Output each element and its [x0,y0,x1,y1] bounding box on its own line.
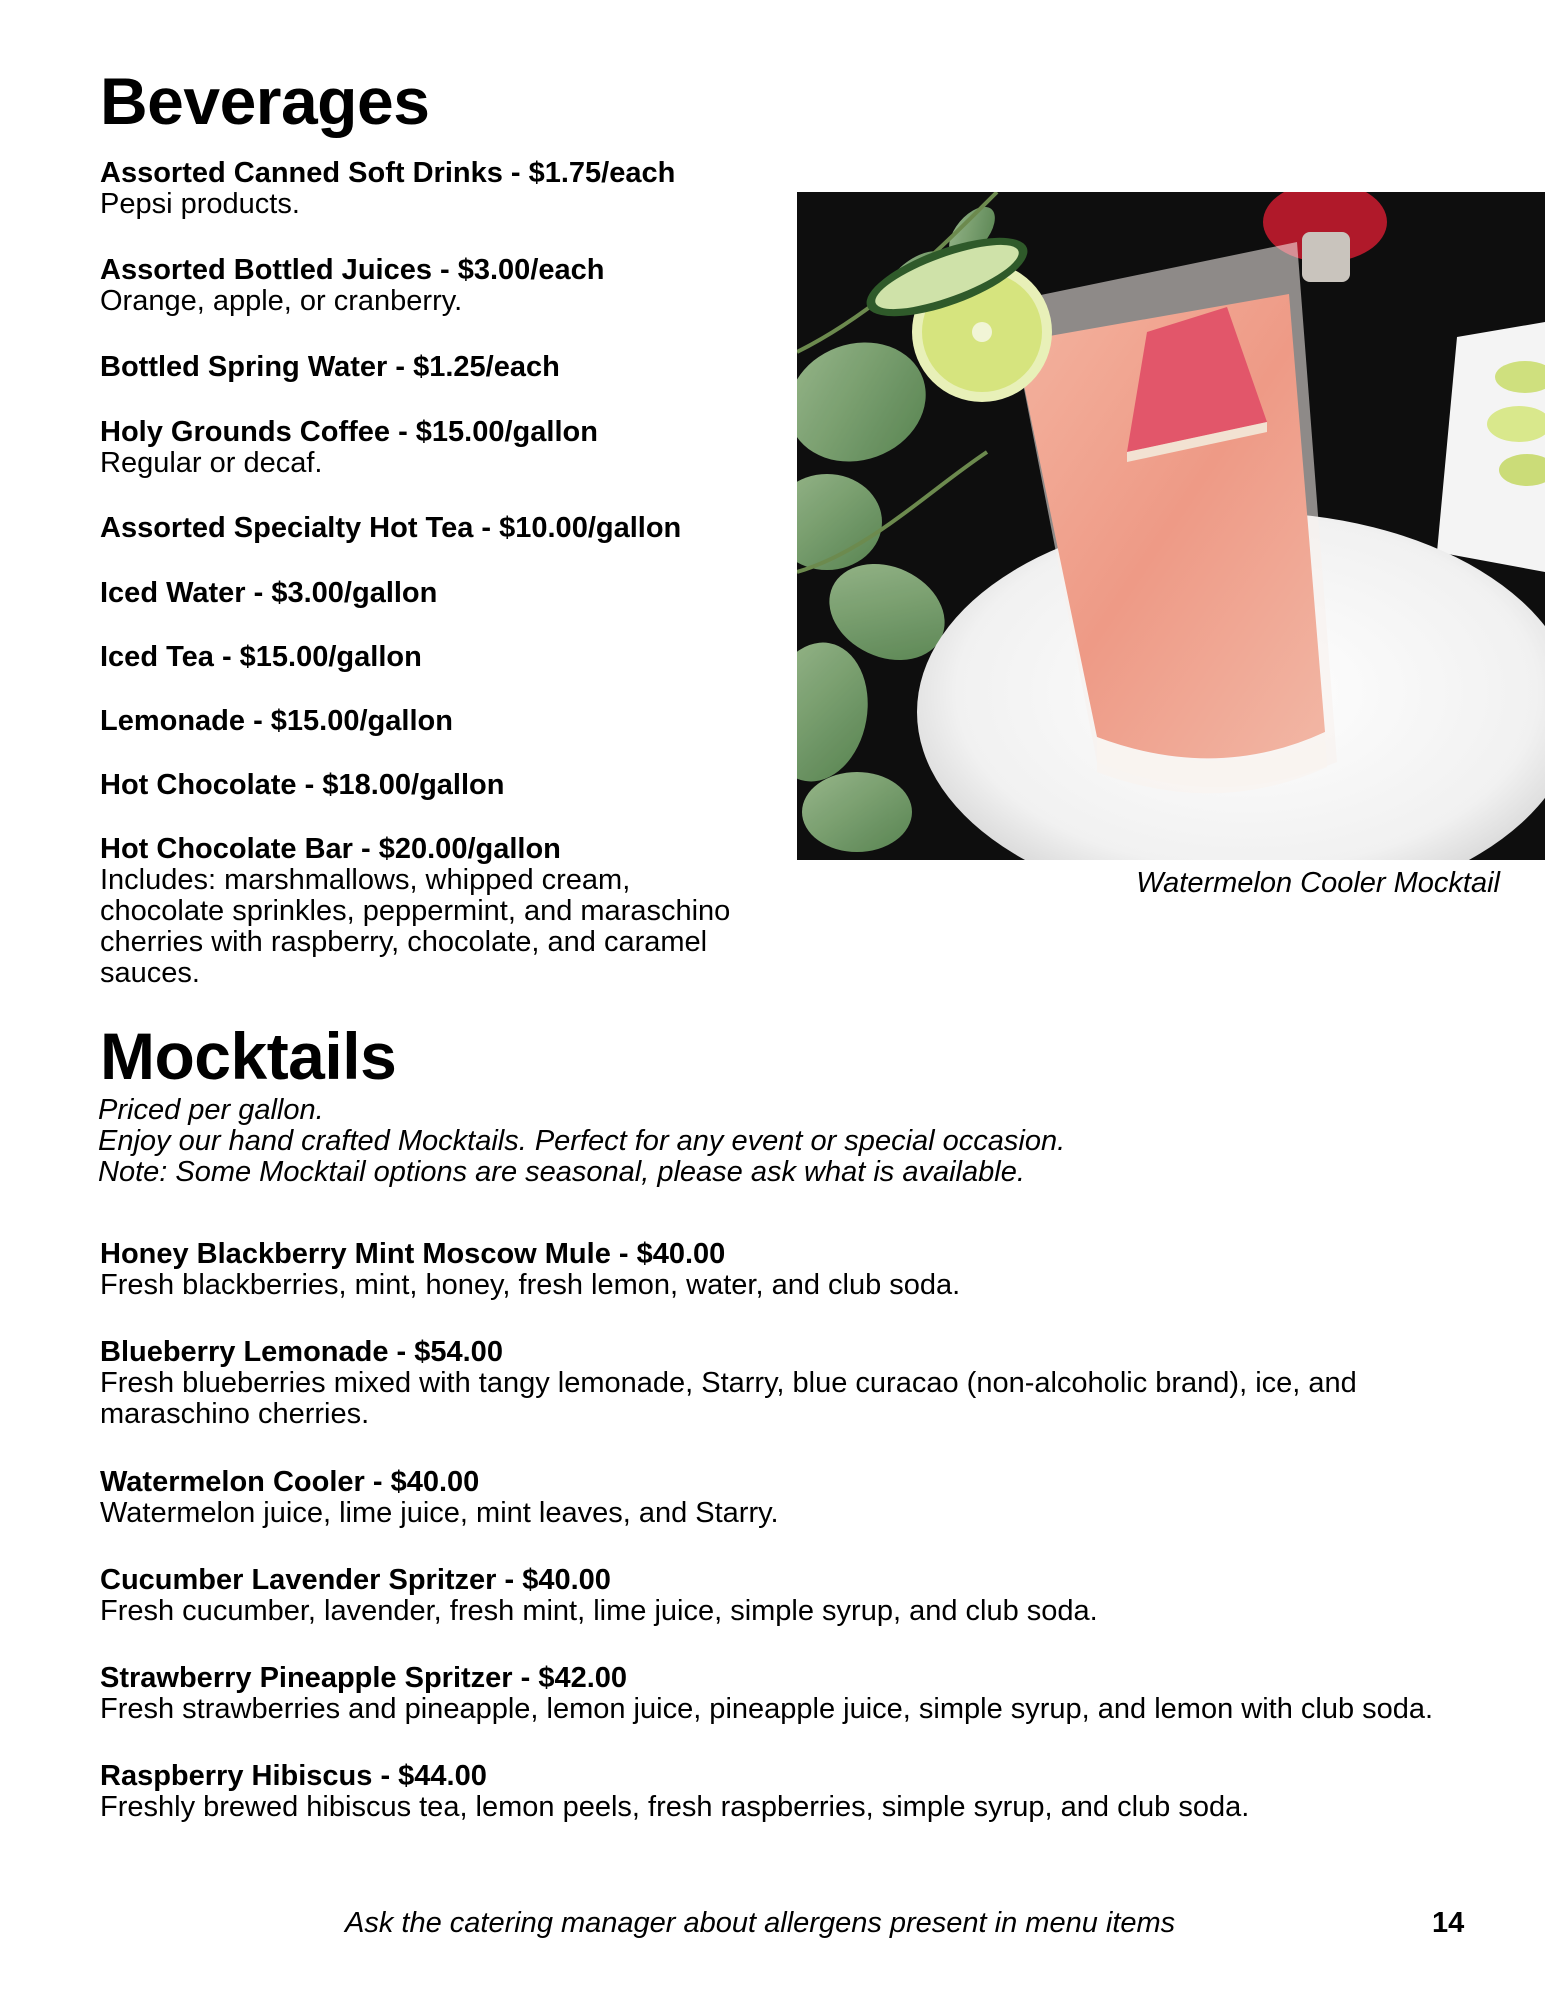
mocktail-desc-line: Fresh cucumber, lavender, fresh mint, lime juice, simple syrup, and club soda. [100,1595,1098,1627]
intro-line: Note: Some Mocktail options are seasonal, please ask what is available. [98,1156,1025,1188]
beverage-item [100,351,560,383]
beverage-item [100,416,598,479]
mocktail-desc-line: Fresh strawberries and pineapple, lemon juice, pineapple juice, simple syrup, and lemon with club soda. [100,1693,1434,1725]
beverage-desc: Pepsi products. [100,188,300,220]
mocktail-desc-line: maraschino cherries. [100,1398,370,1430]
beverage-item [100,577,437,609]
beverage-title: Lemonade - $15.00/gallon [100,705,453,737]
beverage-desc: Orange, apple, or cranberry. [100,285,463,317]
beverage-title: Assorted Canned Soft Drinks - $1.75/each [100,157,676,189]
mocktail-title: Cucumber Lavender Spritzer - $40.00 [100,1564,611,1596]
mocktail-item [100,1662,1433,1725]
mocktail-title: Blueberry Lemonade - $54.00 [100,1336,503,1368]
mocktail-title: Strawberry Pineapple Spritzer - $42.00 [100,1662,628,1694]
beverage-item [100,157,675,220]
mocktail-desc-line: Fresh blueberries mixed with tangy lemonade, Starry, blue curacao (non-alcoholic brand), ice, and [100,1367,1357,1399]
mocktails-intro [98,1095,1065,1188]
mocktail-item [100,1336,1357,1430]
mocktail-desc-line: Freshly brewed hibiscus tea, lemon peels, fresh raspberries, simple syrup, and club soda. [100,1791,1250,1823]
beverages-heading: Beverages [100,64,430,138]
beverage-title: Hot Chocolate Bar - $20.00/gallon [100,833,561,865]
beverage-desc: Regular or decaf. [100,447,323,479]
beverage-item [100,512,681,544]
beverage-title: Assorted Specialty Hot Tea - $10.00/gallon [100,512,682,544]
beverage-item [100,769,504,801]
beverage-item [100,833,730,989]
beverage-item [100,641,422,673]
mocktail-title: Honey Blackberry Mint Moscow Mule - $40.00 [100,1238,726,1270]
beverage-item [100,254,604,317]
beverage-title: Iced Water - $3.00/gallon [100,577,438,609]
allergen-note: Ask the catering manager about allergens present in menu items [345,1907,1176,1939]
beverage-item [100,705,453,737]
beverage-desc-line: cherries with raspberry, chocolate, and caramel [100,926,708,958]
mocktail-title: Raspberry Hibiscus - $44.00 [100,1760,487,1792]
beverage-title: Hot Chocolate - $18.00/gallon [100,769,505,801]
beverage-desc-line: chocolate sprinkles, peppermint, and maraschino [100,895,731,927]
mocktail-desc-line: Fresh blackberries, mint, honey, fresh lemon, water, and club soda. [100,1269,961,1301]
mocktails-heading: Mocktails [100,1019,397,1093]
mocktail-item [100,1466,779,1529]
mocktail-item [100,1238,960,1301]
beverage-desc-line: sauces. [100,957,200,989]
mocktail-photo [797,192,1545,860]
page-number: 14 [1432,1907,1465,1939]
intro-line: Enjoy our hand crafted Mocktails. Perfect for any event or special occasion. [98,1125,1066,1157]
mocktail-item [100,1564,1098,1627]
mocktail-title: Watermelon Cooler - $40.00 [100,1466,480,1498]
intro-line: Priced per gallon. [98,1094,324,1126]
beverage-title: Holy Grounds Coffee - $15.00/gallon [100,416,598,448]
beverage-title: Bottled Spring Water - $1.25/each [100,351,560,383]
beverage-desc-line: Includes: marshmallows, whipped cream, [100,864,631,896]
mocktail-item [100,1760,1249,1823]
photo-caption: Watermelon Cooler Mocktail [1136,867,1500,899]
mocktail-desc-line: Watermelon juice, lime juice, mint leaves, and Starry. [100,1497,779,1529]
beverage-title: Assorted Bottled Juices - $3.00/each [100,254,605,286]
beverage-title: Iced Tea - $15.00/gallon [100,641,422,673]
